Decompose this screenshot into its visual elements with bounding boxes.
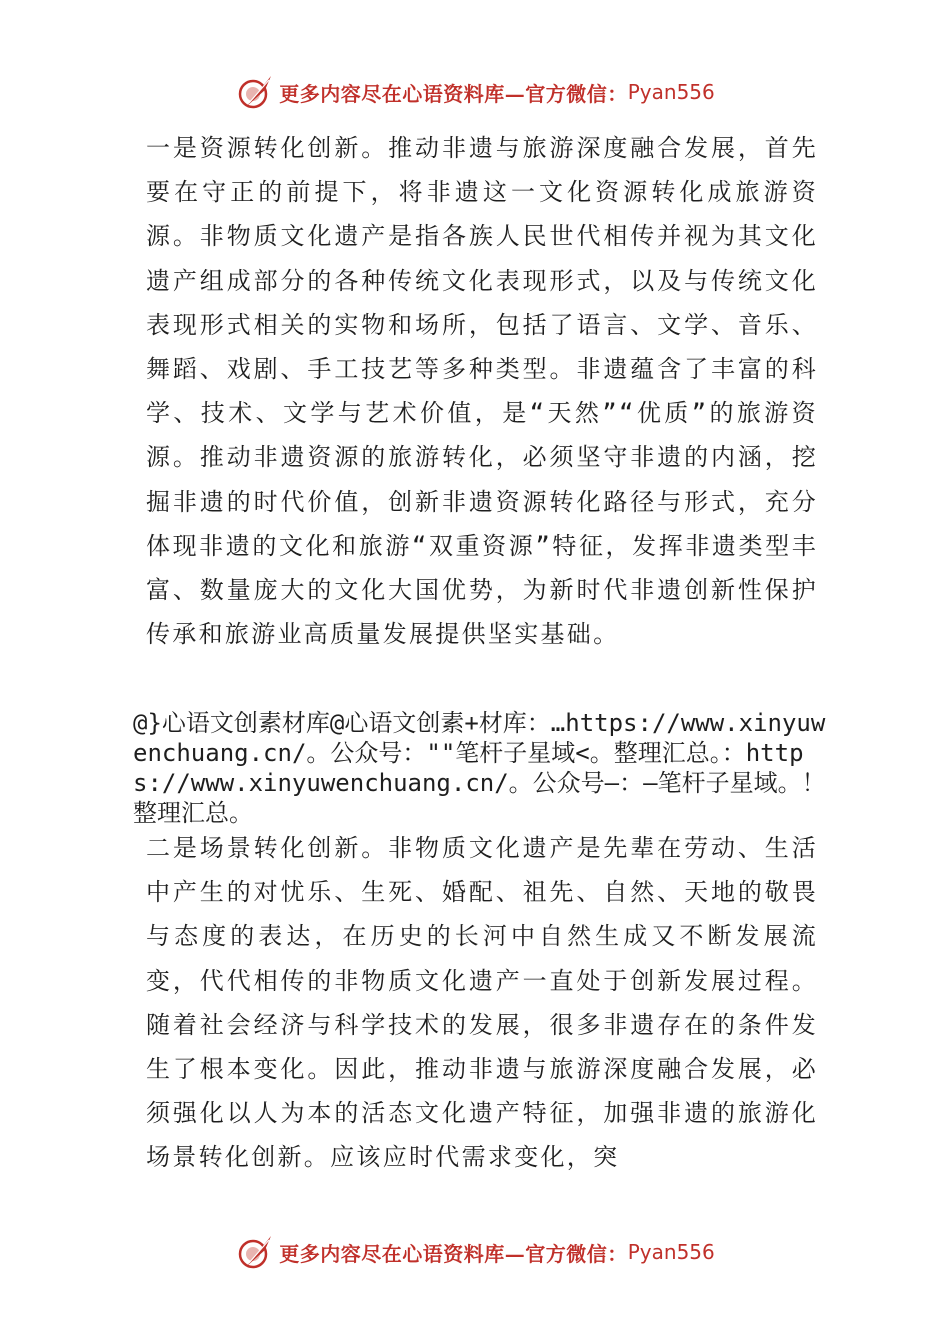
quill-logo-icon [235,72,275,112]
header-banner [0,70,950,114]
header-wechat-id: Pyan556 [627,80,715,104]
source-notice: @}心语文创素材库@心语文创素+材库：…https://www.xinyuwenchuang.cn/。公众号：""笔杆子星域<。整理汇总。：https://www.xinyuwenchuang.cn/。公众号—：—笔杆子星域。！整理汇总。 [133,709,826,827]
footer-brand-text: 更多内容尽在心语资料库—官方微信： [279,1241,628,1266]
paragraph-resource-innovation: 一是资源转化创新。推动非遗与旅游深度融合发展，首先要在守正的前提下，将非遗这一文化资源转化成旅游资源。非物质文化遗产是指各族人民世代相传并视为其文化遗产组成部分的各种传统文化表现形式，以及与传统文化表现形式相关的实物和场所，包括了语言、文学、音乐、舞蹈、戏剧、手工技艺等多种类型。非遗蕴含了丰富的科学、技术、文学与艺术价值，是“天然”“优质”的旅游资源。推动非遗资源的旅游转化，必须坚守非遗的内涵，挖掘非遗的时代价值，创新非遗资源转化路径与形式，充分体现非遗的文化和旅游“双重资源”特征，发挥非遗类型丰富、数量庞大的文化大国优势，为新时代非遗创新性保护传承和旅游业高质量发展提供坚实基础。 [146,134,818,649]
footer-banner [0,1230,950,1274]
paragraph-scene-innovation: 二是场景转化创新。非物质文化遗产是先辈在劳动、生活中产生的对忧乐、生死、婚配、祖先、自然、天地的敬畏与态度的表达，在历史的长河中自然生成又不断发展流变，代代相传的非物质文化遗产一直处于创新发展过程。随着社会经济与科学技术的发展，很多非遗存在的条件发生了根本变化。因此，推动非遗与旅游深度融合发展，必须强化以人为本的活态文化遗产特征，加强非遗的旅游化场景转化创新。应该应时代需求变化，突 [146,834,818,1172]
quill-logo-icon [235,1232,275,1272]
footer-wechat-id: Pyan556 [627,1240,715,1264]
header-brand-text: 更多内容尽在心语资料库—官方微信： [279,81,628,106]
